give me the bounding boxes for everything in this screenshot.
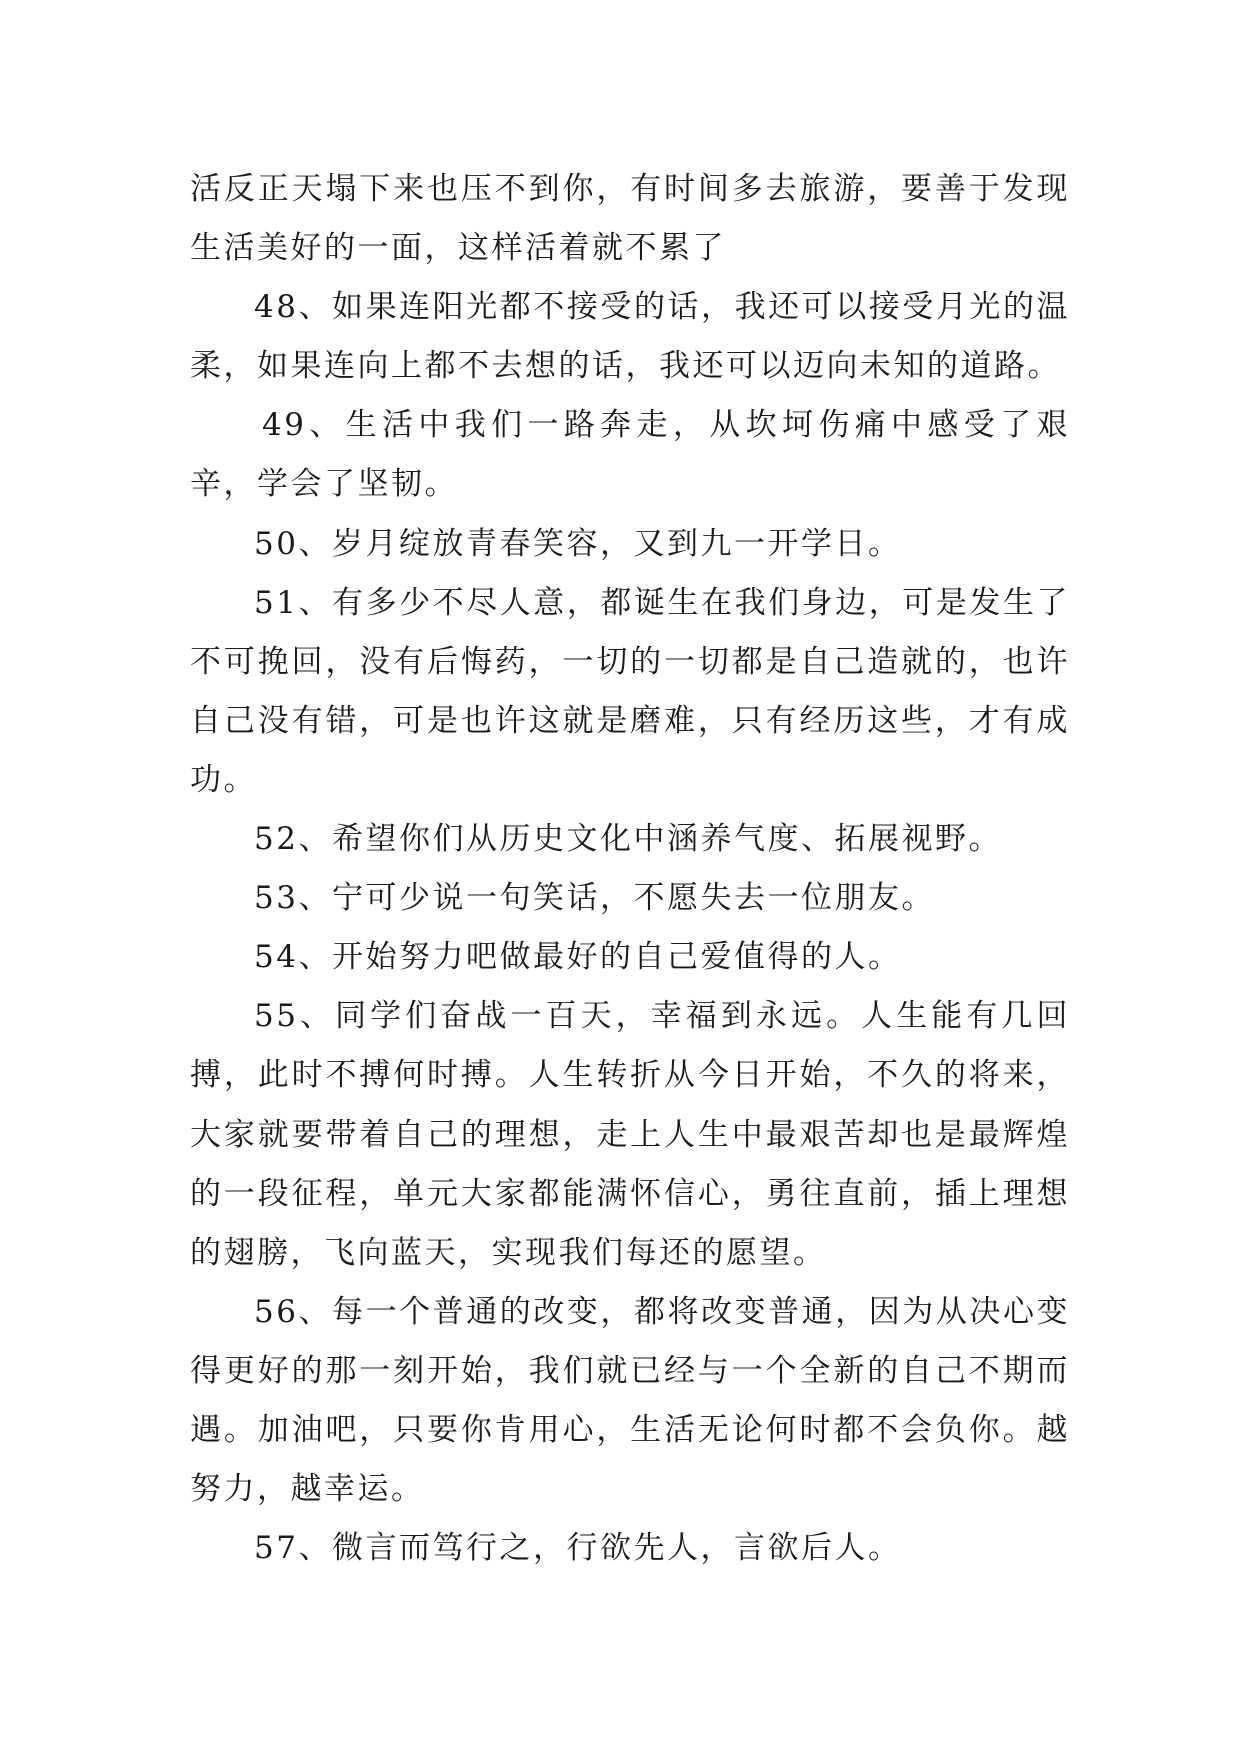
- paragraph-item-53: 53、宁可少说一句笑话，不愿失去一位朋友。: [254, 880, 935, 917]
- paragraph-item-57: 57、微言而笃行之，行欲先人，言欲后人。: [254, 1530, 902, 1567]
- document-body: [190, 160, 1070, 1578]
- paragraph-item-50: 50、岁月绽放青春笑容，又到九一开学日。: [254, 525, 902, 562]
- paragraph-item-56: 56、每一个普通的改变，都将改变普通，因为从决心变得更好的那一刻开始，我们就已经与一个全新的自己不期而遇。加油吧，只要你肯用心，生活无论何时都不会负你。越努力，越幸运。: [190, 1293, 1070, 1508]
- paragraph-item-52: 52、希望你们从历史文化中涵养气度、拓展视野。: [254, 821, 1002, 858]
- paragraph-continuation: 活反正天塌下来也压不到你，有时间多去旅游，要善于发现生活美好的一面，这样活着就不累了: [190, 171, 1070, 267]
- paragraph-item-55: 55、同学们奋战一百天，幸福到永远。人生能有几回搏，此时不搏何时搏。人生转折从今日开始，不久的将来，大家就要带着自己的理想，走上人生中最艰苦却也是最辉煌的一段征程，单元大家都能满怀信心，勇往直前，插上理想的翅膀，飞向蓝天，实现我们每还的愿望。: [190, 998, 1070, 1271]
- paragraph-item-48: 48、如果连阳光都不接受的话，我还可以接受月光的温柔，如果连向上都不去想的话，我还可以迈向未知的道路。: [190, 289, 1070, 385]
- paragraph-item-49: 49、生活中我们一路奔走，从坎坷伤痛中感受了艰辛，学会了坚韧。: [190, 407, 1070, 503]
- paragraph-item-54: 54、开始努力吧做最好的自己爱值得的人。: [254, 939, 902, 976]
- paragraph-item-51: 51、有多少不尽人意，都诞生在我们身边，可是发生了不可挽回，没有后悔药，一切的一切都是自己造就的，也许自己没有错，可是也许这就是磨难，只有经历这些，才有成功。: [190, 584, 1070, 798]
